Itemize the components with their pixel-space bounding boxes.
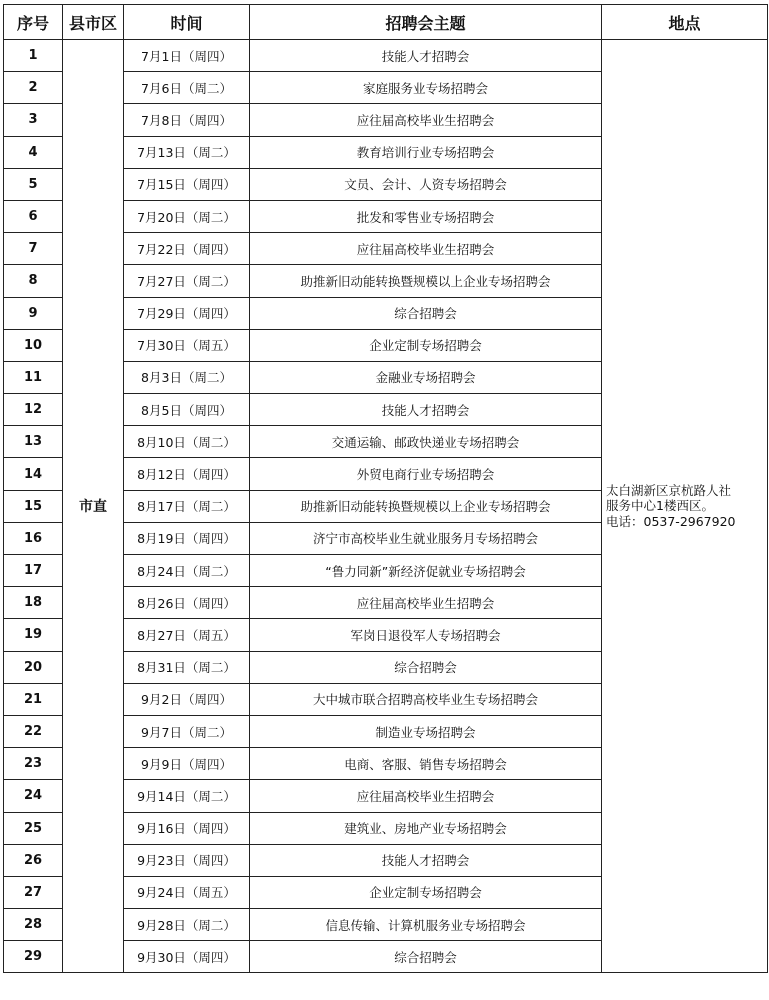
row-number: 23 — [4, 748, 63, 780]
row-theme: 外贸电商行业专场招聘会 — [250, 458, 602, 490]
row-theme: 家庭服务业专场招聘会 — [250, 72, 602, 104]
row-theme: 综合招聘会 — [250, 651, 602, 683]
row-time: 7月20日（周二） — [124, 200, 250, 232]
row-number: 11 — [4, 361, 63, 393]
row-number: 18 — [4, 587, 63, 619]
table-body — [4, 40, 768, 973]
row-theme: 应往届高校毕业生招聘会 — [250, 587, 602, 619]
row-time: 7月30日（周五） — [124, 329, 250, 361]
row-number: 28 — [4, 909, 63, 941]
table-header-row — [4, 5, 768, 40]
row-theme: 教育培训行业专场招聘会 — [250, 136, 602, 168]
row-time: 9月16日（周四） — [124, 812, 250, 844]
row-time: 8月17日（周二） — [124, 490, 250, 522]
row-time: 8月12日（周四） — [124, 458, 250, 490]
row-number: 29 — [4, 941, 63, 973]
row-time: 8月24日（周二） — [124, 555, 250, 587]
row-theme: 大中城市联合招聘高校毕业生专场招聘会 — [250, 683, 602, 715]
row-number: 22 — [4, 715, 63, 747]
row-theme: 企业定制专场招聘会 — [250, 876, 602, 908]
row-time: 7月15日（周四） — [124, 168, 250, 200]
header-time: 时间 — [124, 5, 250, 40]
row-time: 9月28日（周二） — [124, 909, 250, 941]
row-time: 9月9日（周四） — [124, 748, 250, 780]
row-number: 7 — [4, 233, 63, 265]
row-number: 1 — [4, 40, 63, 72]
row-number: 21 — [4, 683, 63, 715]
row-number: 10 — [4, 329, 63, 361]
row-time: 9月23日（周四） — [124, 844, 250, 876]
location-line: 服务中心1楼西区。 — [606, 498, 714, 514]
header-location: 地点 — [602, 5, 768, 40]
header-num: 序号 — [4, 5, 63, 40]
row-number: 27 — [4, 876, 63, 908]
row-theme: 金融业专场招聘会 — [250, 361, 602, 393]
row-theme: 综合招聘会 — [250, 297, 602, 329]
row-theme: 技能人才招聘会 — [250, 40, 602, 72]
row-theme: 企业定制专场招聘会 — [250, 329, 602, 361]
header-district: 县市区 — [63, 5, 124, 40]
row-time: 7月22日（周四） — [124, 233, 250, 265]
row-time: 7月29日（周四） — [124, 297, 250, 329]
row-theme: 制造业专场招聘会 — [250, 715, 602, 747]
row-number: 24 — [4, 780, 63, 812]
row-time: 8月10日（周二） — [124, 426, 250, 458]
row-number: 16 — [4, 522, 63, 554]
job-fair-schedule-table — [3, 4, 768, 973]
row-theme: 济宁市高校毕业生就业服务月专场招聘会 — [250, 522, 602, 554]
row-time: 8月27日（周五） — [124, 619, 250, 651]
row-theme: 军岗日退役军人专场招聘会 — [250, 619, 602, 651]
row-time: 9月2日（周四） — [124, 683, 250, 715]
row-number: 19 — [4, 619, 63, 651]
district-cell: 市直 — [63, 40, 124, 973]
row-number: 13 — [4, 426, 63, 458]
row-theme: 应往届高校毕业生招聘会 — [250, 780, 602, 812]
row-time: 8月5日（周四） — [124, 394, 250, 426]
row-number: 26 — [4, 844, 63, 876]
row-time: 7月8日（周四） — [124, 104, 250, 136]
row-theme: 助推新旧动能转换暨规模以上企业专场招聘会 — [250, 490, 602, 522]
location-line: 电话：0537-2967920 — [606, 514, 736, 530]
row-number: 20 — [4, 651, 63, 683]
row-number: 8 — [4, 265, 63, 297]
row-number: 4 — [4, 136, 63, 168]
row-number: 6 — [4, 200, 63, 232]
row-theme: 技能人才招聘会 — [250, 844, 602, 876]
row-number: 15 — [4, 490, 63, 522]
location-line: 太白湖新区京杭路人社 — [606, 482, 732, 498]
row-number: 3 — [4, 104, 63, 136]
row-theme: 技能人才招聘会 — [250, 394, 602, 426]
row-number: 25 — [4, 812, 63, 844]
row-theme: 电商、客服、销售专场招聘会 — [250, 748, 602, 780]
row-number: 12 — [4, 394, 63, 426]
row-time: 9月24日（周五） — [124, 876, 250, 908]
header-theme: 招聘会主题 — [250, 5, 602, 40]
row-theme: 信息传输、计算机服务业专场招聘会 — [250, 909, 602, 941]
row-time: 7月13日（周二） — [124, 136, 250, 168]
row-time: 9月7日（周二） — [124, 715, 250, 747]
row-theme: 批发和零售业专场招聘会 — [250, 200, 602, 232]
row-theme: “鲁力同新”新经济促就业专场招聘会 — [250, 555, 602, 587]
row-time: 9月14日（周二） — [124, 780, 250, 812]
row-time: 8月3日（周二） — [124, 361, 250, 393]
row-theme: 应往届高校毕业生招聘会 — [250, 104, 602, 136]
row-time: 8月31日（周二） — [124, 651, 250, 683]
row-number: 14 — [4, 458, 63, 490]
location-cell — [602, 40, 768, 973]
row-time: 9月30日（周四） — [124, 941, 250, 973]
row-time: 7月6日（周二） — [124, 72, 250, 104]
row-theme: 交通运输、邮政快递业专场招聘会 — [250, 426, 602, 458]
row-theme: 建筑业、房地产业专场招聘会 — [250, 812, 602, 844]
table-row — [4, 40, 768, 72]
row-number: 17 — [4, 555, 63, 587]
row-theme: 应往届高校毕业生招聘会 — [250, 233, 602, 265]
row-time: 7月1日（周四） — [124, 40, 250, 72]
row-theme: 综合招聘会 — [250, 941, 602, 973]
row-time: 7月27日（周二） — [124, 265, 250, 297]
row-time: 8月19日（周四） — [124, 522, 250, 554]
row-theme: 助推新旧动能转换暨规模以上企业专场招聘会 — [250, 265, 602, 297]
row-number: 2 — [4, 72, 63, 104]
row-time: 8月26日（周四） — [124, 587, 250, 619]
row-theme: 文员、会计、人资专场招聘会 — [250, 168, 602, 200]
row-number: 9 — [4, 297, 63, 329]
row-number: 5 — [4, 168, 63, 200]
